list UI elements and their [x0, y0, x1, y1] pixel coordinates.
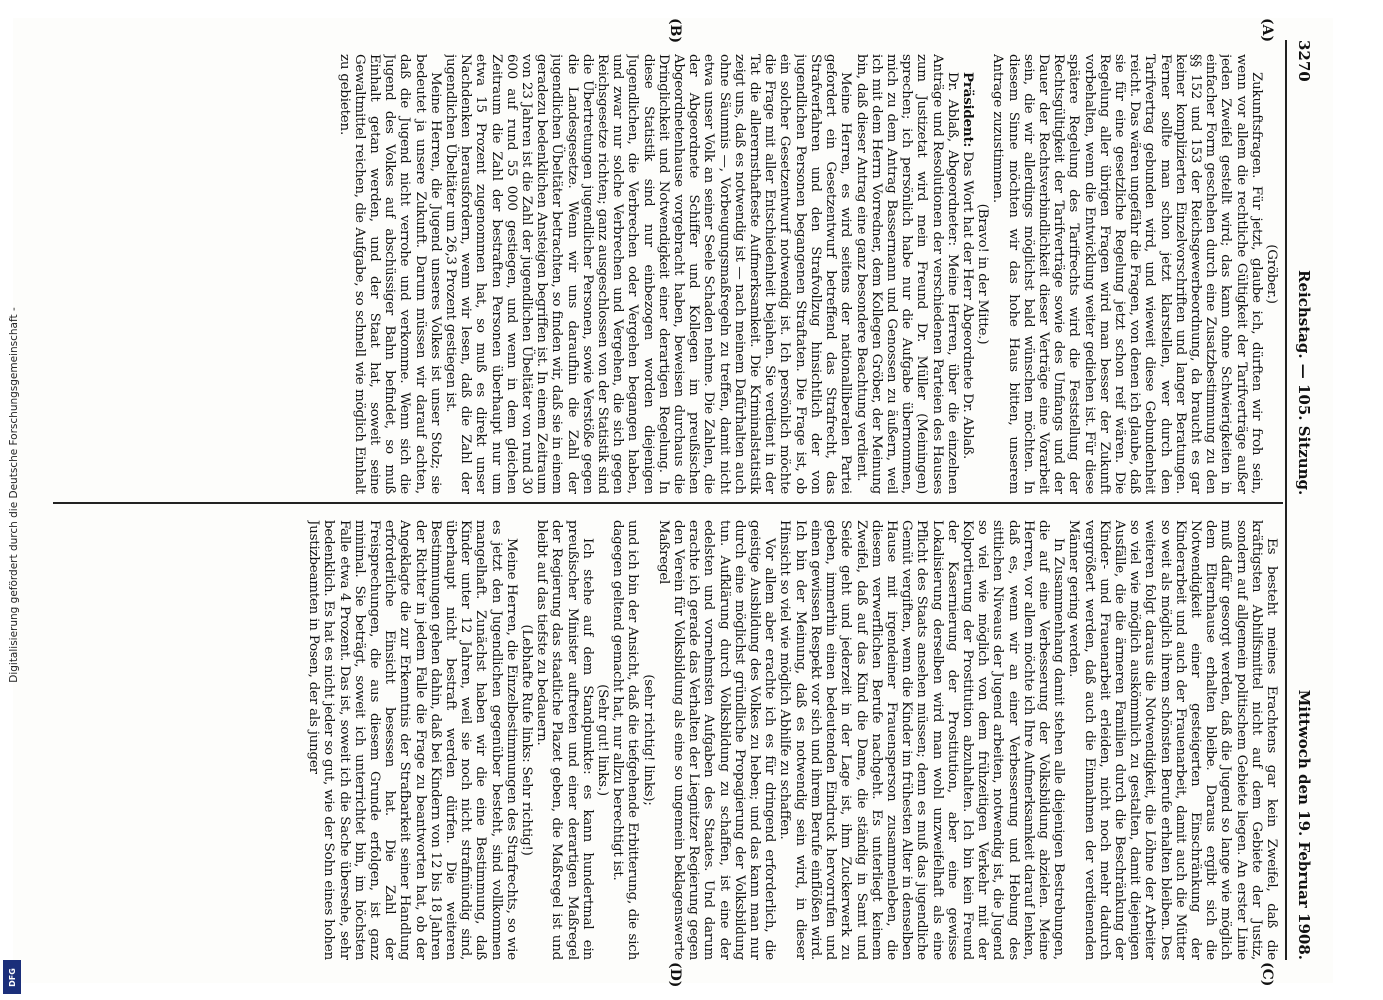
paragraph: Es besteht meines Erachtens gar kein Zweifel, daß die kräftigsten Abhilfsmittel nicht auf dem Gebiete der Justiz, sondern auf allgemein politischem Gebiete liegen. An erster Linie muß dafür gesorgt werden, daß die Jugend so lange wie möglich dem Elternhause erhalten bleibe. Daraus ergibt sich die Notwendigkeit einer gesteigerten Einschränkung der Kinderarbeit und auch der Frauenarbeit, damit auch die Mütter so weit als möglich ihrem schönsten Berufe erhalten bleiben. Des weiteren folgt daraus die Notwendigkeit, die Löhne der Arbeiter so viel wie möglich auskömmlich zu gestalten, damit diejenigen Ausfälle, die die ärmeren Familien durch die Beschränkung der Kinder- und Frauenarbeit erleiden, nicht noch mehr dadurch vergrößert werden, daß auch die Einnahmen der verdienenden Männer gering werden.: [1066, 520, 1279, 960]
paragraph: Vor allem aber erachte ich es für dringend erforderlich, die geistige Ausbildung des Volkes zu heben; und das kann man nur durch eine möglichst gründliche Propagierung der Volksbildung tun. Aufklärung durch Volksbildung zu schaffen, ist eine der edelsten und vornehmsten Aufgaben des Staates. Und darum erachte ich gerade das Verhalten der Liegnitzer Regierung gegen den Verein für Volksbildung als eine so ungemein beklagenswerte Maßregel: [655, 520, 778, 960]
paragraph: Dr. Ablaß, Abgeordneter: Meine Herren, über die einzelnen Anträge und Resolutionen der verschiedenen Parteien des Hauses zum Justizetat wird mein Freund Dr. Müller (Meiningen) sprechen; ich persönlich habe nur die Aufgabe übernommen, mich zu dem Antrag Bassermann und Genossen zu äußern, weil ich mit dem Herrn Vorredner, dem Kollegen Gröber, der Meinung bin, daß dieser Antrag eine ganz besondere Beachtung verdient.: [853, 54, 960, 494]
speaker-tag: (Gröber.): [1264, 244, 1279, 304]
page-number: 3270: [1295, 40, 1313, 82]
header-rule: [1285, 40, 1287, 960]
applause-note: (Bravo! in der Mitte.): [975, 203, 991, 345]
digitization-credit: [0, 0, 26, 1000]
paragraph: Meine Herren, es wird seitens der nationalliberalen Partei gefordert ein Gesetzentwurf betreffend das Strafrecht, das Strafverfahren und den Strafvollzug hinsichtlich der von jugendlichen Personen begangenen Straftaten. Die Frage ist, ob ein solcher Gesetzentwurf notwendig ist. Ich persönlich möchte die Frage mit aller Entschiedenheit bejahen. Sie verdient in der Tat die allerernsthafteste Aufmerksamkeit. Die Kriminalstatistik zeigt uns, daß es notwendig ist — nach meinem Dafürhalten auch ohne Säumnis —, Vorbeugungsmaßregeln zu treffen, damit nicht etwa unser Volk an seiner Seele Schaden nehme. Die Zahlen, die der Abgeordnete Schiffer und Kollegen im preußischen Abgeordnetenhause vorgebracht haben, beweisen durchaus die Dringlichkeit und Notwendigkeit einer derartigen Regelung. In diese Statistik sind nur einbezogen worden diejenigen Jugendlichen, die Verbrechen oder Vergehen begangen haben, und zwar nur solche Verbrechen und Vergehen, die sich gegen Reichsgesetze richten; ganz ausgeschlossen von der Statistik sind die Übertretungen jugendlicher Personen, sowie Verstöße gegen die Landesgesetze. Wenn wir uns daraufhin die Zahl der jugendlichen Übeltäter betrachten, so finden wir, daß sie in einem geradezu bedenklichen Ansteigen begriffen ist. In einem Zeitraum von 23 Jahren ist die Zahl der jugendlichen Übeltäter von rund 30 600 auf rund 55 000 gestiegen, und wenn in dem gleichen Zeitraum die Zahl der bestraften Personen überhaupt nur um etwa 15 Prozent zugenommen hat, so muß es direkt unser Nachdenken herausfordern, wenn wir lesen, daß die Zahl der jugendlichen Übeltäter um 26,3 Prozent gestiegen ist.: [443, 54, 854, 494]
margin-marker-a: (A): [1259, 18, 1275, 43]
dfg-logo-text: DFG: [7, 967, 17, 987]
header-title: Reichstag. — 105. Sitzung.: [1295, 270, 1313, 496]
left-column: [54, 54, 1279, 494]
right-column: [54, 520, 1279, 960]
paragraph: Meine Herren, die Einzelbestimmungen des Strafrechts, so wie es jetzt den Jugendlichen gegenüber besteht, sind vollkommen mangelhaft. Zunächst haben wir die eine Bestimmung, daß Kinder unter 12 Jahren, weil sie noch nicht strafmündig sind, überhaupt nicht bestraft werden dürfen. Die weiteren Bestimmungen gehen dahin, daß bei Kindern von 12 bis 18 Jahren der Richter in jedem Falle die Frage zu beantworten hat, ob der Angeklagte die zur Erkenntnis der Strafbarkeit seiner Handlung erforderliche Einsicht besessen hat. Die Zahl der Freisprechungen, die aus diesem Grunde erfolgen, ist ganz minimal. Sie beträgt, soweit ich unterrichtet bin, im höchsten Falle etwa 4 Prozent. Das ist, soweit ich die Sache übersehe, sehr bedenklich. Es hat es nicht jeder so gut, wie der Sohn eines hohen Justizbeamten in Posen, der als junger: [306, 520, 519, 960]
president-text: Das Wort hat der Herr Abgeordnete Dr. Ablaß.: [959, 151, 975, 460]
paragraph: In Zusammenhang damit stehen alle diejenigen Bestrebungen, die auf eine Verbesserung der Volksbildung abzielen. Meine Herren, vor allem möchte ich Ihre Aufmerksamkeit darauf lenken, daß es, wenn wir an einer Verbesserung und Hebung des sittlichen Niveaus der Jugend arbeiten, notwendig ist, die Jugend so viel wie möglich von dem frühzeitigen Verkehr mit der Kolportierung der Prostitution abzuhalten. Ich bin kein Freund der Kasernierung der Prostitution, aber eine gewisse Lokalisierung derselben wird man wohl unzweifelhaft als eine Pflicht des Staats ansehen müssen; denn es muß das jugendliche Gemüt vergiften, wenn die Kinder im frühesten Alter in denselben Hause mit irgendeiner Frauensperson zusammenleben, die diesem verwerflichen Berufe nachgeht. Es unterliegt keinem Zweifel, daß auf das Kind die Dame, die ständig in Samt und Seide geht und jederzeit in der Lage ist, ihm Zuckerwerk zu geben, immerhin einen bedeutenden Eindruck hervorrufen und einen gewissen Respekt vor sich und ihrem Berufe einflößen wird. Ich bin der Meinung, daß es notwendig sein wird, in dieser Hinsicht so viel wie möglich Abhilfe zu schaffen.: [777, 520, 1067, 960]
interjection: (sehr richtig! links);: [640, 674, 656, 806]
president-label: Präsident:: [959, 72, 976, 148]
margin-marker-d: (D): [667, 962, 683, 988]
dfg-logo-icon: [3, 960, 21, 994]
paragraph: Meine Herren, die Jugend unseres Volkes ist unser Stolz; sie bedeutet ja unsere Zukunft. Darum müssen wir darauf achten, daß die Jugend nicht verrohe und verkomme. Wenn sich die Jugend des Volkes auf abschüssiger Bahn befindet, so muß Einhalt getan werden, und der Staat hat, soweit seine Gewaltmittel reichen, die Aufgabe, so schnell wie möglich Einhalt zu gebieten.: [336, 54, 443, 494]
paragraph: Ich stehe auf dem Standpunkte: es kann hundertmal ein preußischer Minister auftreten und einer derartigen Maßregel der Regierung das staatliche Plazet geben, die Maßregel ist und bleibt auf das tiefste zu bedauern.: [534, 520, 595, 960]
header-date: Mittwoch den 19. Februar 1908.: [1295, 689, 1313, 960]
margin-marker-b: (B): [667, 18, 683, 44]
digitization-credit-text: Digitalisierung gefördert durch die Deutsche Forschungsgemeinschaft -: [8, 307, 20, 683]
margin-marker-c: (C): [1259, 962, 1275, 987]
interjection: (Lebhafte Rufe links: Sehr richtig!): [519, 624, 535, 856]
interjection: (Sehr gut! links.): [595, 684, 611, 796]
paragraph: Zukunftsfragen. Für jetzt, glaube ich, dürften wir froh sein, wenn vor allem die rechtliche Gültigkeit der Tarifverträge außer jeden Zweifel gestellt wird; das kann ohne Schwierigkeiten in einfacher Form geschehen durch eine Zusatzbestimmung zu den §§ 152 und 153 der Reichsgewerbeordnung, da braucht es gar keiner komplizierten Einzelvorschriften und langer Beratungen. Ferner sollte man schon jetzt klarstellen, wer durch den Tarifvertrag gebunden wird, und wieweit diese Gebundenheit reicht. Das wären ungefähr die Fragen, von denen ich glaube, daß sie für eine gesetzliche Regelung jetzt schon reif wären. Die Regelung aller übrigen Fragen wird man besser der Zukunft vorbehalten, wenn die Entwicklung weiter gediehen ist. Für diese spätere Regelung des Tarifrechts wird die Feststellung der Rechtsgültigkeit der Tarifverträge sowie des Umfangs und der Dauer der Rechtsverbindlichkeit dieser Verträge eine Vorarbeit sein, die wir allerdings möglichst bald wünschen möchten. In diesem Sinne möchten wir das hohe Haus bitten, unserem Antrage zuzustimmen.: [990, 54, 1264, 494]
column-divider: [53, 502, 1283, 504]
paragraph: und ich bin der Ansicht, daß die tiefgehende Erbitterung, die sich dagegen geltend gemacht hat, nur allzu berechtigt ist.: [610, 520, 641, 960]
page-header: [1287, 40, 1313, 960]
president-line: [960, 54, 975, 494]
